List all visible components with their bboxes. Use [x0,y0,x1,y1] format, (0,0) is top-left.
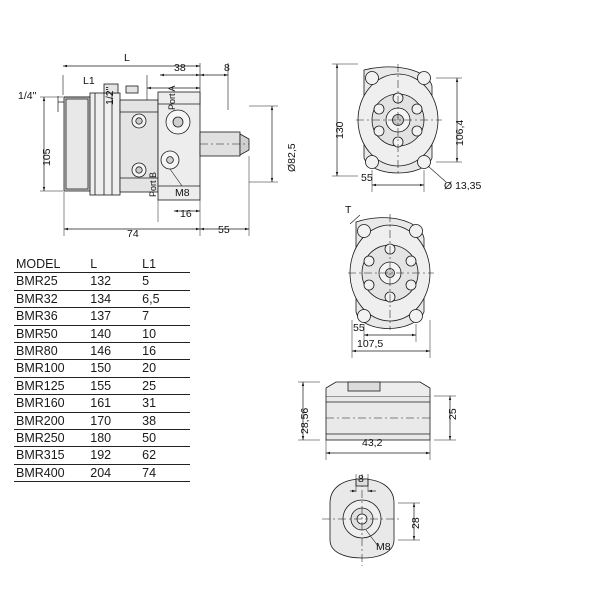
block-label-43-2: 43,2 [362,437,383,449]
side-label-74: 74 [127,228,139,240]
cell-l: 161 [88,395,140,412]
header-l: L [88,256,140,273]
table-row [14,377,190,394]
cell-l: 137 [88,308,140,325]
side-label-8: 8 [224,62,230,74]
cell-l: 146 [88,343,140,360]
cell-l1: 25 [140,377,190,394]
table-row [14,395,190,412]
cell-model: BMR25 [14,273,88,290]
side-label-quarter-thread: 1/4" [18,90,37,102]
cell-model: BMR250 [14,430,88,447]
cell-l: 170 [88,412,140,429]
cell-model: BMR315 [14,447,88,464]
table-row [14,325,190,342]
end-label-28: 28 [410,517,422,529]
cell-l1: 5 [140,273,190,290]
block-label-28-56: 28,56 [299,407,311,434]
front-flange-geometry [332,64,462,192]
table-header-row [14,256,190,273]
table-row [14,447,190,464]
rear-flange-geometry [348,214,434,358]
cell-l: 155 [88,377,140,394]
model-dimension-table [14,256,190,482]
cell-l: 204 [88,464,140,481]
front-label-55: 55 [361,172,373,184]
header-l1: L1 [140,256,190,273]
table-row [14,343,190,360]
side-label-38: 38 [174,62,186,74]
end-label-8: 8 [358,473,364,485]
header-model: MODEL [14,256,88,273]
table-body [14,273,190,482]
rear-label-T: T [345,204,352,216]
table-row [14,430,190,447]
front-label-hole-diameter: Ø 13,35 [444,180,482,192]
cell-model: BMR125 [14,377,88,394]
table-row [14,273,190,290]
side-label-half-thread: 1/2" [104,86,116,105]
cell-l1: 50 [140,430,190,447]
side-label-port-b: Port B [148,171,158,197]
side-label-port-a: Port A [167,85,177,110]
table-row [14,464,190,481]
table-row [14,360,190,377]
cell-l1: 31 [140,395,190,412]
cell-model: BMR400 [14,464,88,481]
side-label-105: 105 [41,148,53,166]
side-label-diameter-82-5: Ø82,5 [286,143,298,172]
cell-model: BMR200 [14,412,88,429]
side-label-L1: L1 [83,75,95,87]
table-row [14,308,190,325]
cell-l1: 20 [140,360,190,377]
cell-l1: 62 [140,447,190,464]
table-row [14,290,190,307]
table-row [14,412,190,429]
shaft-end-geometry [322,474,420,566]
rear-label-55: 55 [353,322,365,334]
front-label-106-4: 106,4 [454,119,466,146]
cell-l: 150 [88,360,140,377]
cell-l1: 16 [140,343,190,360]
cell-model: BMR36 [14,308,88,325]
front-label-130: 130 [334,121,346,139]
cell-l1: 74 [140,464,190,481]
cell-l: 134 [88,290,140,307]
cell-l1: 10 [140,325,190,342]
cell-model: BMR100 [14,360,88,377]
cell-model: BMR32 [14,290,88,307]
cell-l: 180 [88,430,140,447]
cell-l: 192 [88,447,140,464]
cell-l: 140 [88,325,140,342]
side-label-L: L [124,52,130,64]
rear-label-107-5: 107,5 [357,338,384,350]
side-label-55: 55 [218,224,230,236]
end-label-m8: M8 [376,541,391,553]
side-label-16: 16 [180,208,192,220]
cell-l: 132 [88,273,140,290]
cell-model: BMR160 [14,395,88,412]
block-label-25: 25 [447,408,459,420]
side-label-m8: M8 [175,187,190,199]
cell-model: BMR50 [14,325,88,342]
cell-l1: 38 [140,412,190,429]
side-view-geometry [40,63,278,236]
cell-l1: 6,5 [140,290,190,307]
cell-l1: 7 [140,308,190,325]
cell-model: BMR80 [14,343,88,360]
